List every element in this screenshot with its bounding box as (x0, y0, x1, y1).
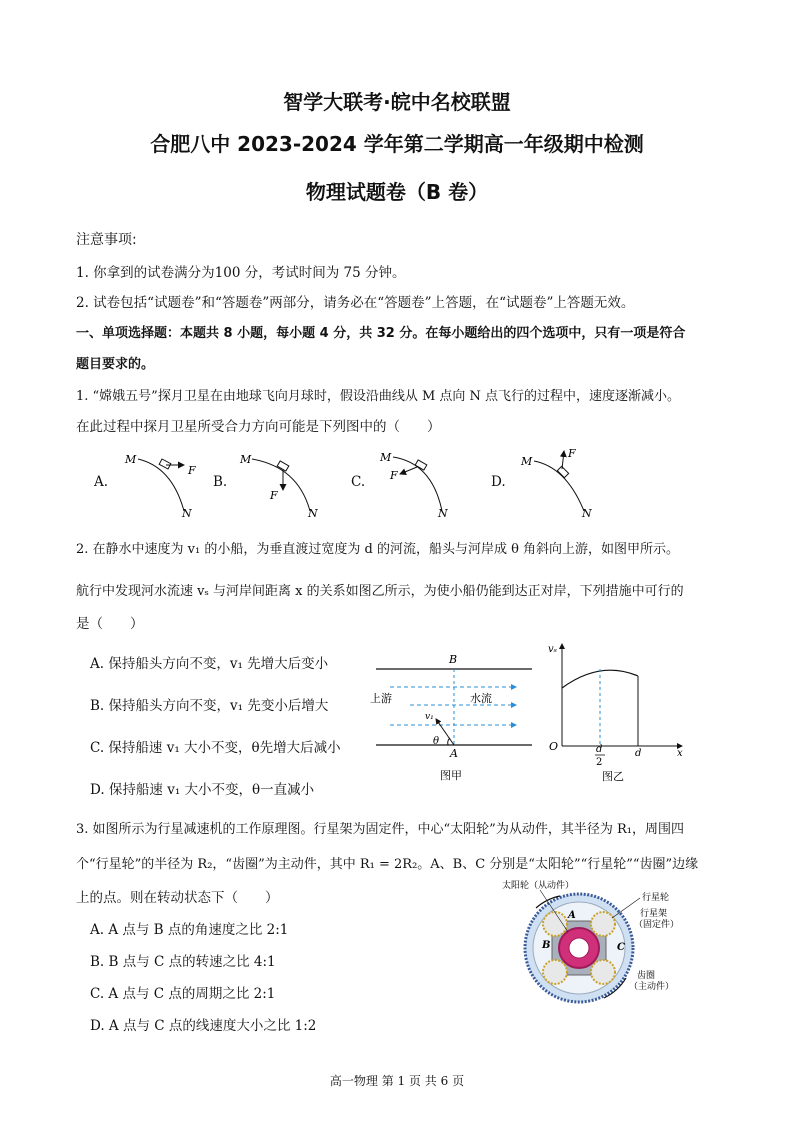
ring-gear-label-1: 齿圈 (637, 971, 656, 981)
graph-d-label: d (635, 748, 642, 759)
q3-planetary-gear-figure (500, 878, 700, 1006)
notes-item-1: 1. 你拿到的试卷满分为100 分，考试时间为 75 分钟。 (76, 265, 406, 281)
q2-option-c: C. 保持船速 v₁ 大小不变，θ先增大后减小 (90, 740, 341, 756)
q2-option-b: B. 保持船头方向不变，v₁ 先变小后增大 (90, 698, 329, 714)
q1-option-a-label: A. (94, 474, 109, 490)
q3-option-a: A. A 点与 B 点的角速度之比 2:1 (90, 922, 289, 938)
q1c-m-label: M (380, 451, 392, 464)
q1b-f-label: F (270, 489, 278, 502)
q1-stem-line2: 在此过程中探月卫星所受合力方向可能是下列图中的（ ） (76, 419, 441, 435)
page-footer: 高一物理 第 1 页 共 6 页 (329, 1074, 465, 1088)
graph-y-label: vₛ (548, 644, 558, 655)
q3-stem-line2: 个“行星轮”的半径为 R₂，“齿圈”为主动件，其中 R₁ = 2R₂。A、B、C 分别是“太阳轮”“行星轮”“齿圈”边缘 (76, 857, 699, 872)
point-b-label: B (542, 940, 551, 951)
planet-gear-3 (543, 960, 567, 984)
river-v1-label: v₁ (425, 712, 434, 722)
q1-option-d-label: D. (491, 474, 506, 490)
section-heading-line2: 题目要求的。 (76, 357, 155, 372)
point-a-label: A (568, 910, 576, 921)
ring-gear-label-2: （主动件） (629, 982, 675, 992)
planet-gear-4 (591, 960, 615, 984)
graph-x-label: x (677, 748, 683, 759)
q1-option-b-label: B. (213, 474, 228, 490)
q1-diagram-d (520, 447, 592, 520)
q1c-f-label: F (390, 469, 398, 482)
q1a-m-label: M (125, 453, 137, 466)
q2-stem-line3: 是（ ） (76, 616, 144, 632)
q2-option-a: A. 保持船头方向不变，v₁ 先增大后变小 (90, 656, 329, 672)
q1b-n-label: N (308, 507, 318, 520)
river-b-label: B (449, 653, 458, 666)
graph-d-half-num: d (596, 744, 603, 755)
q1-diagram-a (124, 453, 196, 520)
q1-option-c-label: C. (351, 474, 366, 490)
q1-force-diagrams (110, 445, 610, 520)
q1-stem-line1: 1. “嫦娥五号”探月卫星在由地球飞向月球时，假设沿曲线从 M 点向 N 点飞行的过程中，速度逐渐减小。 (76, 389, 681, 404)
q3-stem-line1: 3. 如图所示为行星减速机的工作原理图。行星架为固定件，中心“太阳轮”为从动件，其半径为 R₁，周围四 (76, 822, 684, 837)
carrier-label-1: 行星架 (640, 909, 668, 919)
graph-origin-label: O (549, 740, 559, 753)
q3-option-c: C. A 点与 C 点的周期之比 2:1 (90, 986, 276, 1002)
river-a-label: A (450, 747, 458, 760)
graph-d-half-den: 2 (596, 757, 603, 768)
river-flow-label: 水流 (470, 692, 492, 705)
section-heading-line1: 一、单项选择题：本题共 8 小题，每小题 4 分，共 32 分。在每小题给出的四个选项中，只有一项是符合 (76, 326, 686, 341)
q2-figure-velocity-graph (542, 638, 692, 786)
river-theta-label: θ (433, 736, 440, 747)
q1d-m-label: M (521, 455, 533, 468)
graph-caption: 图乙 (602, 770, 624, 783)
q2-figure-river (370, 645, 540, 785)
planet-gear-label: 行星轮 (642, 893, 670, 903)
planet-gear-1 (543, 912, 567, 936)
planet-gear-2 (591, 912, 615, 936)
notes-heading: 注意事项: (76, 232, 137, 248)
q3-option-d: D. A 点与 C 点的线速度大小之比 1:2 (90, 1018, 317, 1034)
sun-gear-label: 太阳轮（从动件） (502, 881, 575, 891)
q1a-f-label: F (188, 464, 196, 477)
q1d-n-label: N (582, 507, 592, 520)
q1-diagram-b (239, 453, 318, 520)
exam-school-title: 合肥八中 2023-2024 学年第二学期高一年级期中检测 (150, 132, 644, 156)
q1c-n-label: N (438, 507, 448, 520)
q1a-n-label: N (182, 507, 192, 520)
carrier-label-2: （固定件） (634, 920, 680, 930)
q1b-m-label: M (240, 453, 252, 466)
q2-stem-line2: 航行中发现河水流速 vₛ 与河岸间距离 x 的关系如图乙所示，为使小船仍能到达正对岸，下列措施中可行的 (76, 584, 684, 599)
notes-item-2: 2. 试卷包括“试题卷”和“答题卷”两部分，请务必在“答题卷”上答题，在“试题卷”上答题无效。 (76, 295, 635, 311)
river-upstream-label: 上游 (370, 692, 392, 705)
q2-option-d: D. 保持船速 v₁ 大小不变，θ一直减小 (90, 782, 315, 798)
q3-stem-line3: 上的点。则在转动状态下（ ） (76, 890, 279, 906)
point-c-label: C (617, 942, 625, 953)
q2-stem-line1: 2. 在静水中速度为 v₁ 的小船，为垂直渡过宽度为 d 的河流，船头与河岸成 θ 角斜向上游，如图甲所示。 (76, 542, 680, 557)
q3-option-b: B. B 点与 C 点的转速之比 4:1 (90, 954, 276, 970)
river-caption: 图甲 (440, 769, 462, 782)
q1-diagram-c (379, 451, 448, 520)
q1d-f-label: F (568, 447, 576, 460)
exam-org-title: 智学大联考·皖中名校联盟 (283, 90, 511, 114)
paper-title: 物理试题卷（B 卷） (305, 180, 489, 204)
